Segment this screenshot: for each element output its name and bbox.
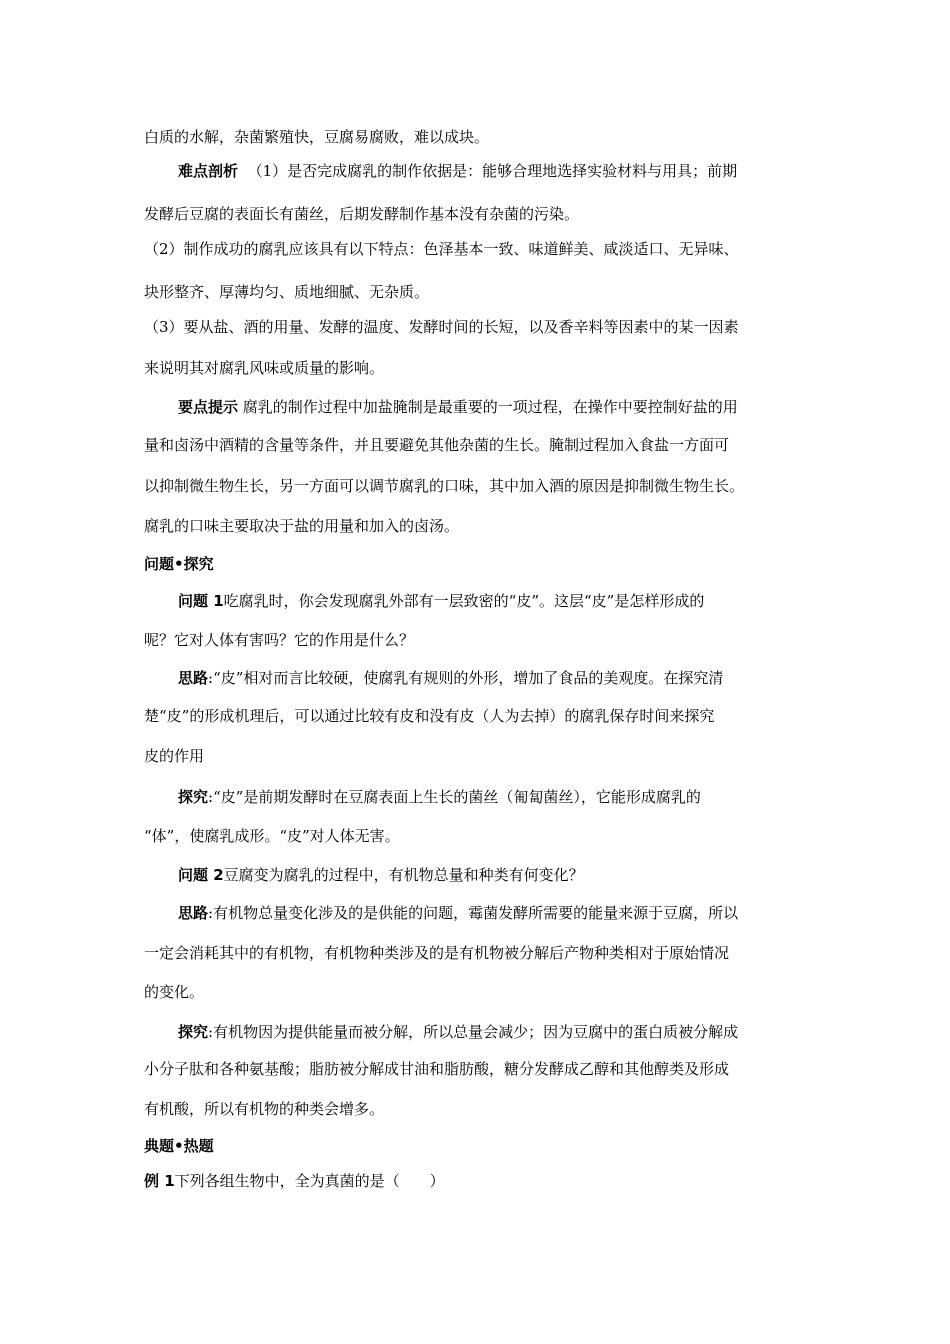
- text: 吃腐乳时，你会发现腐乳外部有一层致密的“皮”。这层“皮”是怎样形成的: [223, 592, 705, 610]
- text: 量和卤汤中酒精的含量等条件，并且要避免其他杂菌的生长。腌制过程加入食盐一方面可: [144, 436, 730, 454]
- text: 发酵后豆腐的表面长有菌丝，后期发酵制作基本没有杂菌的污染。: [144, 205, 580, 223]
- question-label: 问题 2: [178, 866, 224, 884]
- text: 以抑制微生物生长，另一方面可以调节腐乳的口味，其中加入酒的原因是抑制微生物生长。: [144, 477, 745, 495]
- paragraph-line: [144, 357, 808, 379]
- paragraph-line: [144, 281, 808, 303]
- paragraph-line: [178, 396, 808, 418]
- paragraph-line: [144, 745, 808, 767]
- paragraph-line: [144, 629, 808, 651]
- paragraph-line: [178, 667, 808, 689]
- text: 的变化。: [144, 983, 205, 1001]
- text: （3）要从盐、酒的用量、发酵的温度、发酵时间的长短，以及香辛料等因素中的某一因素: [144, 318, 739, 336]
- text: 块形整齐、厚薄均匀、质地细腻、无杂质。: [144, 283, 430, 301]
- text: 呢？它对人体有害吗？它的作用是什么？: [144, 631, 415, 649]
- paragraph-line: [144, 981, 808, 1003]
- paragraph-line: [178, 864, 808, 886]
- paragraph-line: [144, 942, 808, 964]
- text: 来说明其对腐乳风味或质量的影响。: [144, 359, 385, 377]
- inquiry-label: 探究: [178, 1023, 209, 1041]
- text: “体”，使腐乳成形。“皮”对人体无害。: [144, 827, 400, 845]
- paragraph-line: [144, 475, 808, 497]
- paragraph-line: [178, 902, 808, 924]
- inquiry-label: 探究: [178, 788, 209, 806]
- question-label: 问题 1: [178, 592, 224, 610]
- paragraph-line: [144, 203, 808, 225]
- section-heading: [144, 553, 808, 575]
- paragraph-line: [144, 434, 808, 456]
- text: :有机物总量变化涉及的是供能的问题，霉菌发酵所需要的能量来源于豆腐，所以: [208, 904, 739, 922]
- approach-label: 思路: [178, 904, 209, 922]
- paragraph-line: [178, 786, 808, 808]
- paragraph-line: [144, 515, 808, 537]
- paragraph-line: [144, 238, 808, 260]
- paragraph-line: [144, 705, 808, 727]
- text: （1）是否完成腐乳的制作依据是：能够合理地选择实验材料与用具；前期: [247, 162, 738, 180]
- heading-text: 典题•热题: [144, 1137, 214, 1155]
- text: 一定会消耗其中的有机物，有机物种类涉及的是有机物被分解后产物种类相对于原始情况: [144, 944, 730, 962]
- approach-label: 思路: [178, 669, 209, 687]
- text: 白质的水解，杂菌繁殖快，豆腐易腐败，难以成块。: [144, 128, 490, 146]
- heading-text: 问题•探究: [144, 555, 214, 573]
- text: :“皮”是前期发酵时在豆腐表面上生长的菌丝（匍匐菌丝），它能形成腐乳的: [208, 788, 701, 806]
- paragraph-line: [144, 1098, 808, 1120]
- paragraph-line: [144, 126, 808, 148]
- text: 皮的作用: [144, 747, 205, 765]
- text: 小分子肽和各种氨基酸；脂肪被分解成甘油和脂肪酸，糖分发酵成乙醇和其他醇类及形成: [144, 1060, 730, 1078]
- key-points-label: 要点提示: [178, 398, 239, 416]
- paragraph-line: [144, 825, 808, 847]
- text: 豆腐变为腐乳的过程中，有机物总量和种类有何变化？: [223, 866, 584, 884]
- paragraph-line: [178, 160, 808, 182]
- paragraph-line: [144, 316, 808, 338]
- text: 腐乳的制作过程中加盐腌制是最重要的一项过程，在操作中要控制好盐的用: [242, 398, 738, 416]
- text: 有机酸，所以有机物的种类会增多。: [144, 1100, 385, 1118]
- text: :“皮”相对而言比较硬，使腐乳有规则的外形，增加了食品的美观度。在探究清: [208, 669, 724, 687]
- paragraph-line: [178, 1021, 808, 1043]
- text: 楚“皮”的形成机理后，可以通过比较有皮和没有皮（人为去掉）的腐乳保存时间来探究: [144, 707, 715, 725]
- text: 下列各组生物中，全为真菌的是（ ）: [174, 1172, 445, 1190]
- example-label: 例 1: [144, 1172, 175, 1190]
- difficulty-analysis-label: 难点剖析: [178, 162, 239, 180]
- paragraph-line: [178, 590, 808, 612]
- paragraph-line: [144, 1170, 808, 1192]
- text: :有机物因为提供能量而被分解，所以总量会减少；因为豆腐中的蛋白质被分解成: [208, 1023, 739, 1041]
- section-heading: [144, 1135, 808, 1157]
- text: 腐乳的口味主要取决于盐的用量和加入的卤汤。: [144, 517, 460, 535]
- paragraph-line: [144, 1058, 808, 1080]
- text: （2）制作成功的腐乳应该具有以下特点：色泽基本一致、味道鲜美、咸淡适口、无异味、: [144, 240, 739, 258]
